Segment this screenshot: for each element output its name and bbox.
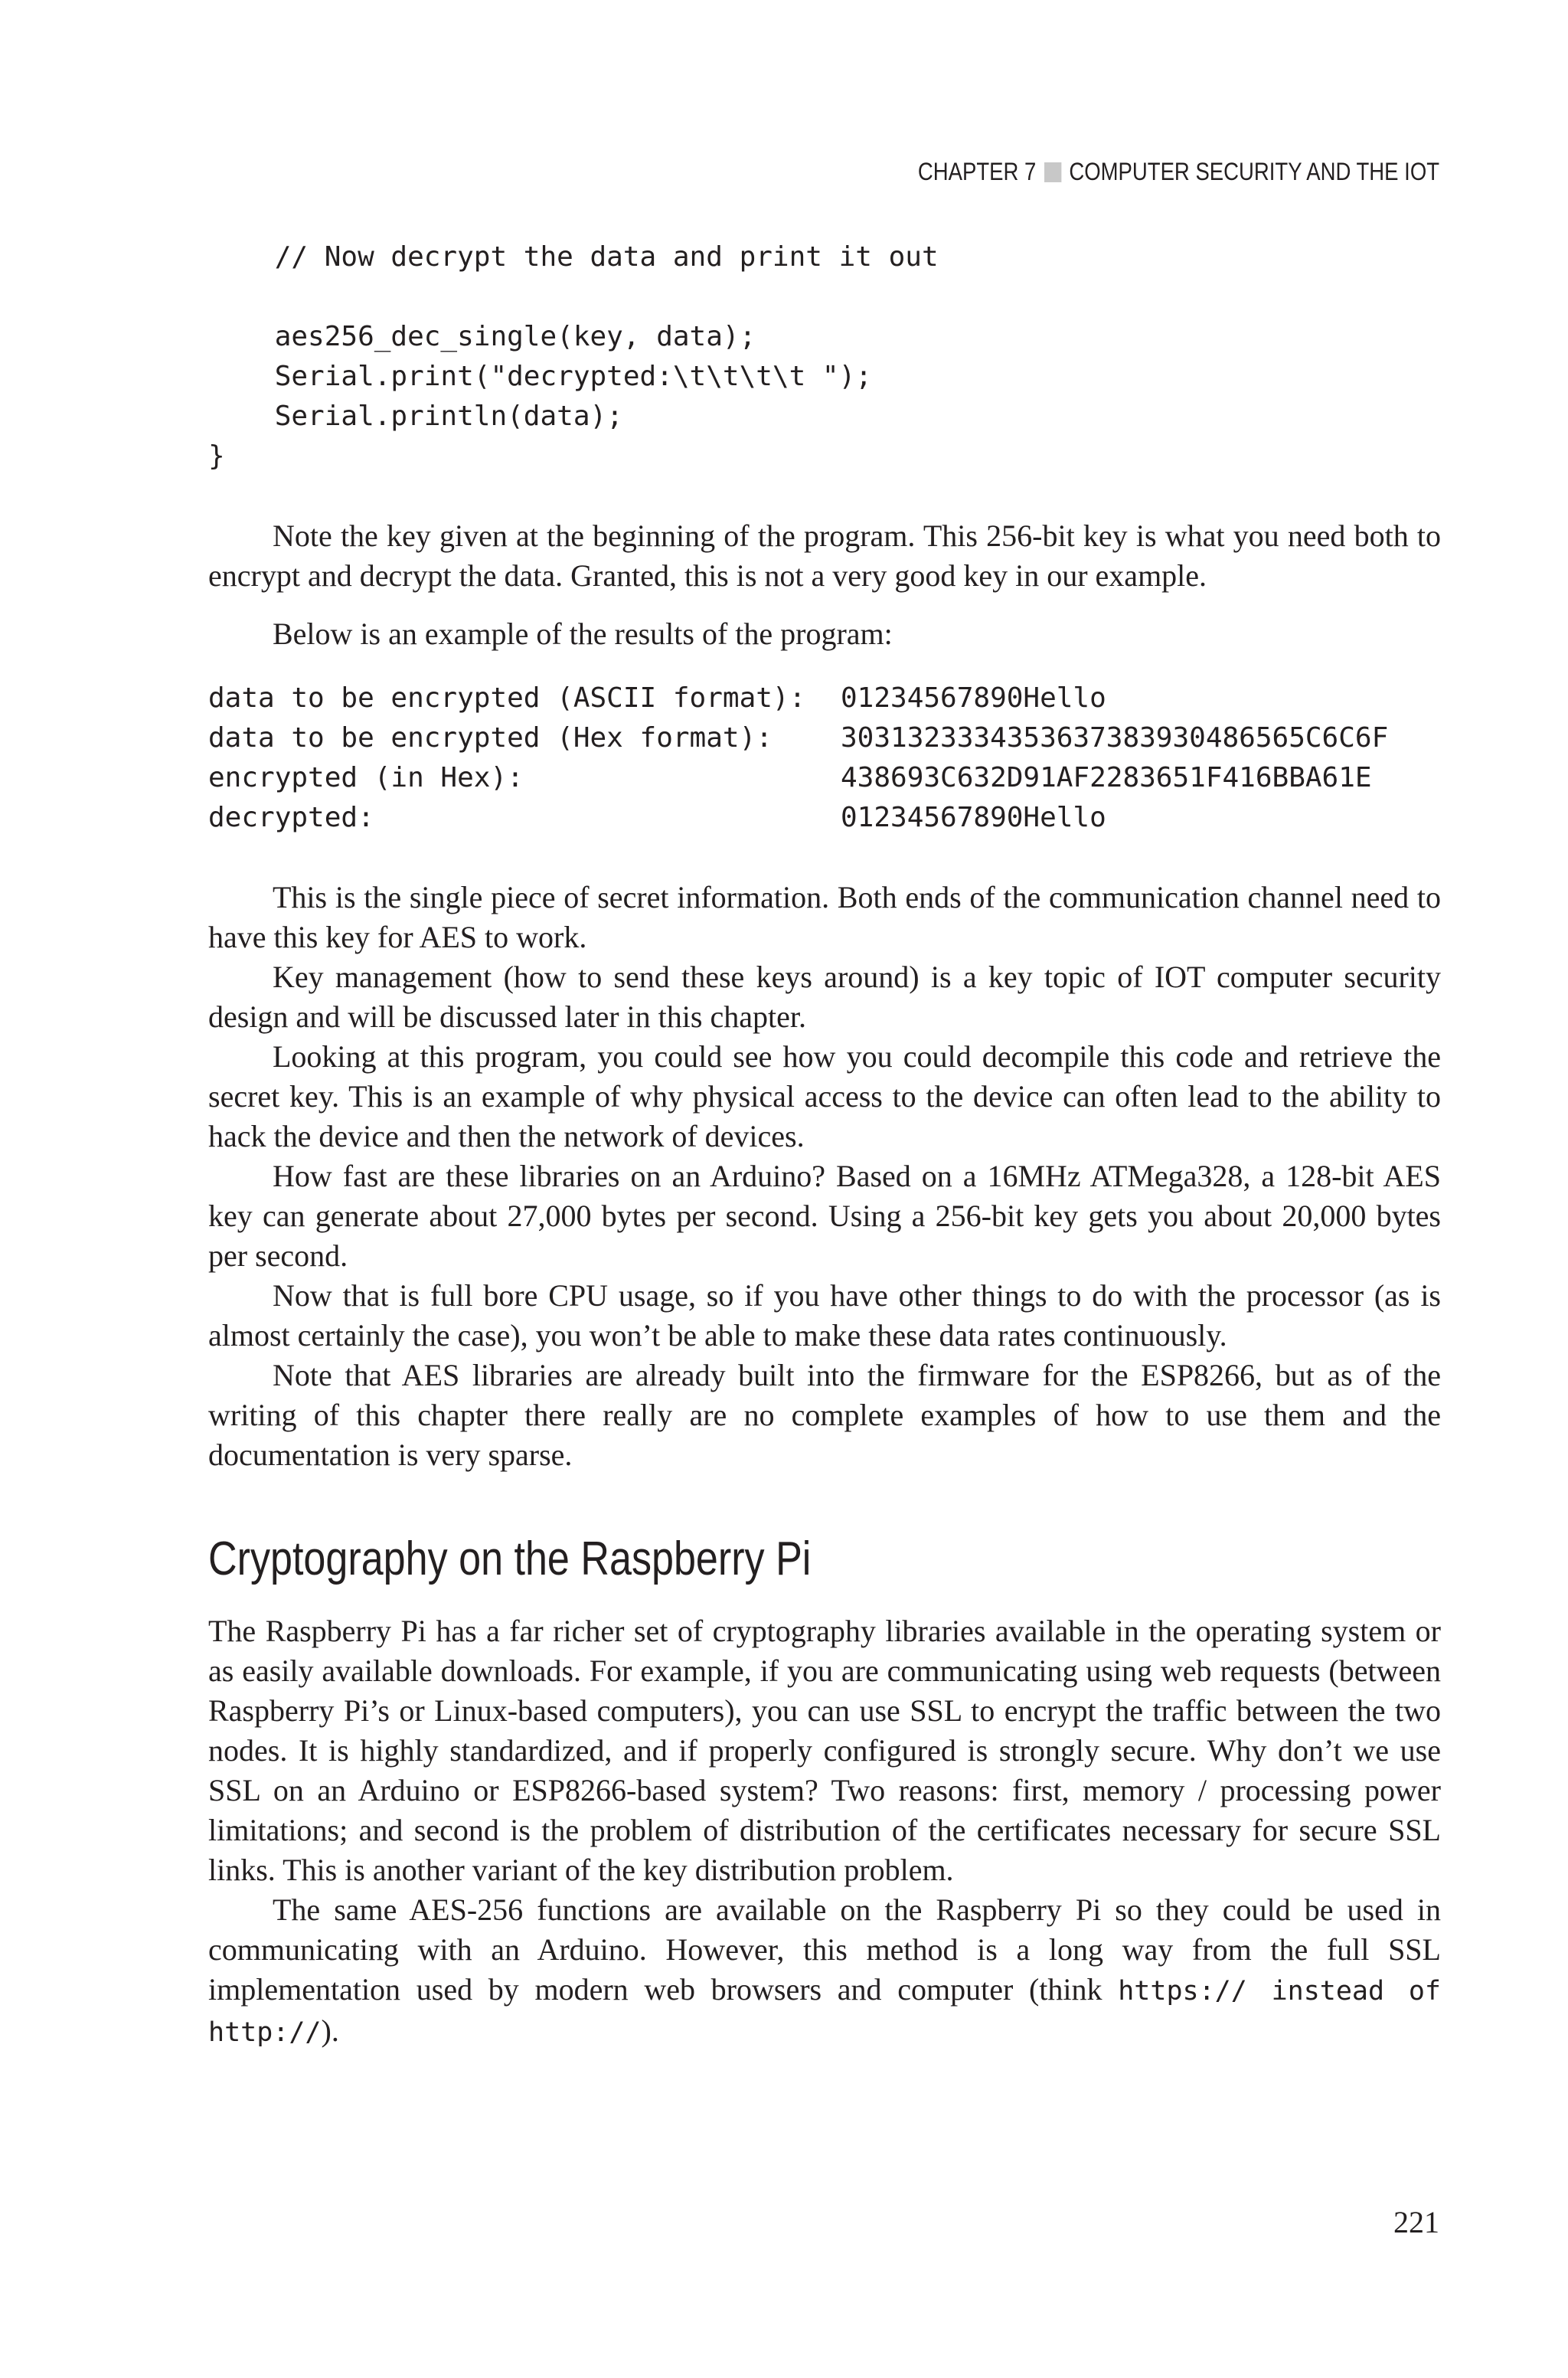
result-value: 438693C632D91AF2283651F416BBA61E (841, 762, 1372, 793)
result-value: 3031323334353637383930486565C6C6F (841, 722, 1389, 754)
code-block (208, 237, 939, 476)
result-label: decrypted: (208, 802, 374, 833)
body-paragraph: Now that is full bore CPU usage, so if you have other things to do with the processor (as is almost certainly the case), you won’t be able to make these data rates continuously. (208, 1278, 1441, 1353)
body-paragraph: Note that AES libraries are already built into the firmware for the ESP8266, but as of the writing of this chapter there really are no complete examples of how to use them and the documentation is very sparse. (208, 1358, 1441, 1472)
code-line: Serial.print("decrypted:\t\t\t\t "); (208, 361, 872, 392)
chapter-title: COMPUTER SECURITY AND THE IOT (1069, 158, 1439, 185)
running-header (918, 158, 1439, 186)
code-line: } (208, 440, 225, 472)
intro-text (208, 516, 1441, 654)
page-number: 221 (1393, 2205, 1439, 2239)
result-row (208, 798, 1388, 838)
section-paragraph-end: ). (321, 2013, 339, 2048)
result-value: 01234567890Hello (841, 682, 1106, 714)
body-paragraph: This is the single piece of secret information. Both ends of the communication channel need to have this key for AES to work. (208, 880, 1441, 954)
result-row (208, 679, 1388, 718)
result-row (208, 758, 1388, 798)
body-paragraph: Key management (how to send these keys around) is a key topic of IOT computer security design and will be discussed later in this chapter. (208, 960, 1441, 1034)
result-row (208, 718, 1388, 758)
square-separator-icon (1044, 162, 1061, 182)
code-line: // Now decrypt the data and print it out (208, 241, 939, 273)
section-text (208, 1611, 1441, 2053)
body-paragraph: How fast are these libraries on an Arduino? Based on a 16MHz ATMega328, a 128-bit AES key can generate about 27,000 bytes per second. Using a 256-bit key gets you about 20,000 bytes per second. (208, 1159, 1441, 1273)
intro-paragraph: Below is an example of the results of the program: (273, 617, 893, 651)
body-text (208, 878, 1441, 1475)
section-paragraph: The Raspberry Pi has a far richer set of cryptography libraries available in the operating system or as easily available downloads. For example, if you are communicating using web requests (between Raspberry Pi’s or Linux-based computers), you can use SSL to encrypt the traffic between the two nodes. It is highly standardized, and if properly configured is strongly secure. Why don’t we use SSL on an Arduino or ESP8266-based system? Two reasons: first, memory / processing power limitations; and second is the problem of distribution of the certificates necessary for secure SSL links. This is another variant of the key distribution problem. (208, 1614, 1441, 1887)
result-label: data to be encrypted (Hex format): (208, 722, 773, 754)
result-label: encrypted (in Hex): (208, 762, 524, 793)
section-paragraph (208, 1890, 1441, 2053)
inline-code: https:// instead of http:// (208, 1976, 1441, 2048)
results-output (208, 679, 1388, 838)
result-label: data to be encrypted (ASCII format): (208, 682, 806, 714)
section-paragraph-text: The same AES-256 functions are available on the Raspberry Pi so they could be used in communicating with an Arduino. However, this method is a long way from the full SSL implementation used by modern web browsers and computer (think (208, 1892, 1441, 2007)
result-value: 01234567890Hello (841, 802, 1106, 833)
body-paragraph: Looking at this program, you could see how you could decompile this code and retrieve the secret key. This is an example of why physical access to the device can often lead to the ability to hack the device and then the network of devices. (208, 1039, 1441, 1153)
code-line: aes256_dec_single(key, data); (208, 321, 756, 352)
intro-paragraph: Note the key given at the beginning of the program. This 256-bit key is what you need both to encrypt and decrypt the data. Granted, this is not a very good key in our example. (208, 518, 1441, 593)
code-line: Serial.println(data); (208, 401, 623, 432)
chapter-label: CHAPTER 7 (917, 158, 1037, 185)
section-heading: Cryptography on the Raspberry Pi (208, 1532, 812, 1585)
